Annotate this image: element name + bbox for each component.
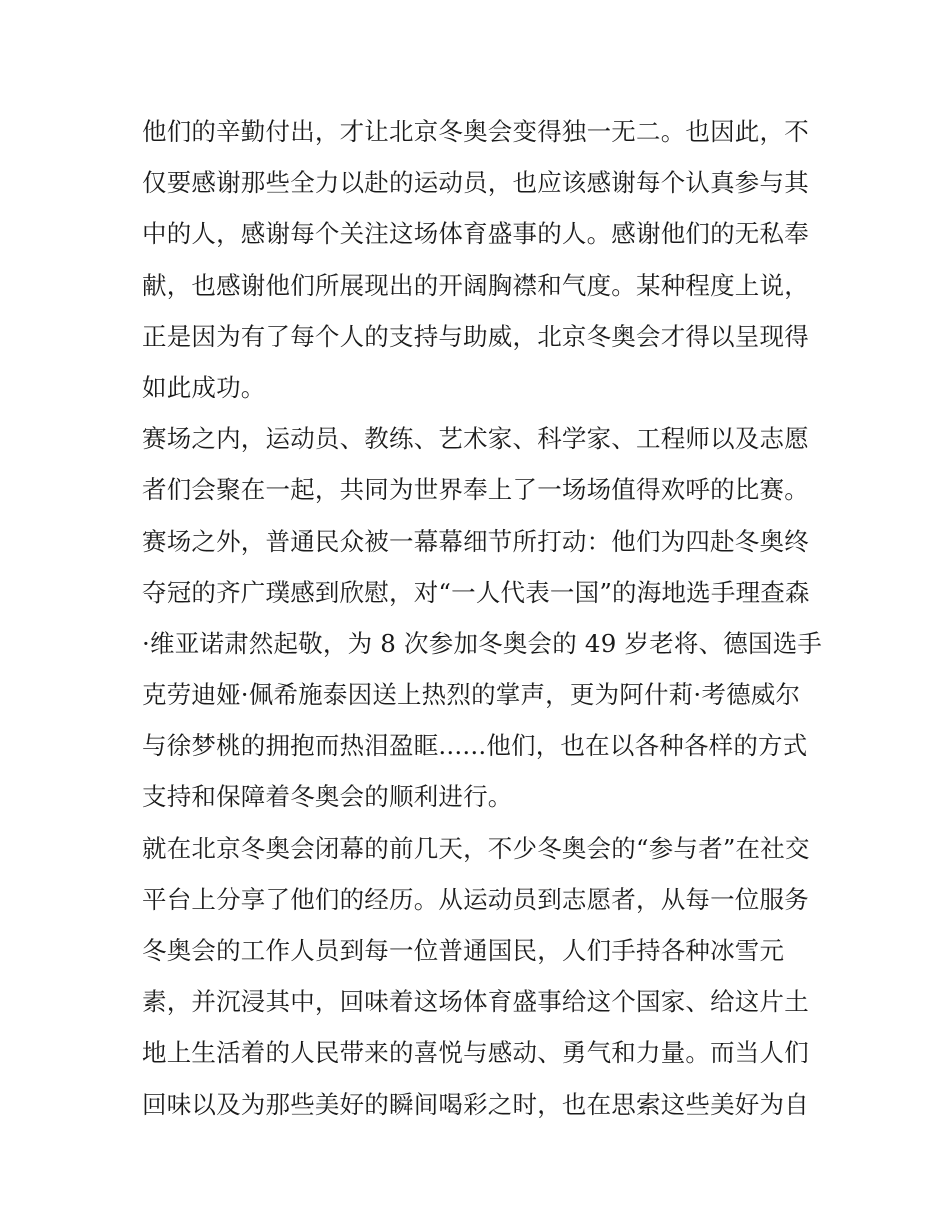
text-line-3: 中的人，感谢每个关注这场体育盛事的人。感谢他们的无私奉 [142,219,809,249]
text-line-15: 就在北京冬奥会闭幕的前几天，不少冬奥会的“参与者”在社交 [142,833,810,863]
text-line-8: 者们会聚在一起，共同为世界奉上了一场场值得欢呼的比赛。 [142,475,809,505]
text-line-6: 如此成功。 [142,372,266,402]
text-line-4: 献，也感谢他们所展现出的开阔胸襟和气度。某种程度上说， [142,270,809,300]
text-line-9: 赛场之外，普通民众被一幕幕细节所打动：他们为四赴冬奥终 [142,526,809,556]
text-line-7: 赛场之内，运动员、教练、艺术家、科学家、工程师以及志愿 [142,424,809,454]
article-body [142,106,822,1130]
text-line-2: 仅要感谢那些全力以赴的运动员，也应该感谢每个认真参与其 [142,168,809,198]
text-line-19: 地上生活着的人民带来的喜悦与感动、勇气和力量。而当人们 [142,1038,809,1068]
text-line-5: 正是因为有了每个人的支持与助威，北京冬奥会才得以呈现得 [142,321,809,351]
text-line-14: 支持和保障着冬奥会的顺利进行。 [142,782,513,812]
text-line-13: 与徐梦桃的拥抱而热泪盈眶......他们，也在以各种各样的方式 [142,731,808,761]
text-line-17: 冬奥会的工作人员到每一位普通国民，人们手持各种冰雪元 [142,936,785,965]
text-line-12: 克劳迪娅·佩希施泰因送上热烈的掌声，更为阿什莉·考德威尔 [142,680,801,710]
text-line-16: 平台上分享了他们的经历。从运动员到志愿者，从每一位服务 [142,884,809,914]
text-line-1: 他们的辛勤付出，才让北京冬奥会变得独一无二。也因此，不 [142,117,809,146]
text-line-18: 素，并沉浸其中，回味着这场体育盛事给这个国家、给这片土 [142,987,809,1017]
text-line-11: ·维亚诺肃然起敬，为 8 次参加冬奥会的 49 岁老将、德国选手 [142,628,823,658]
text-line-20: 回味以及为那些美好的瞬间喝彩之时，也在思索这些美好为自 [142,1089,809,1119]
text-line-10: 夺冠的齐广璞感到欣慰，对“一人代表一国”的海地选手理查森 [142,577,810,607]
